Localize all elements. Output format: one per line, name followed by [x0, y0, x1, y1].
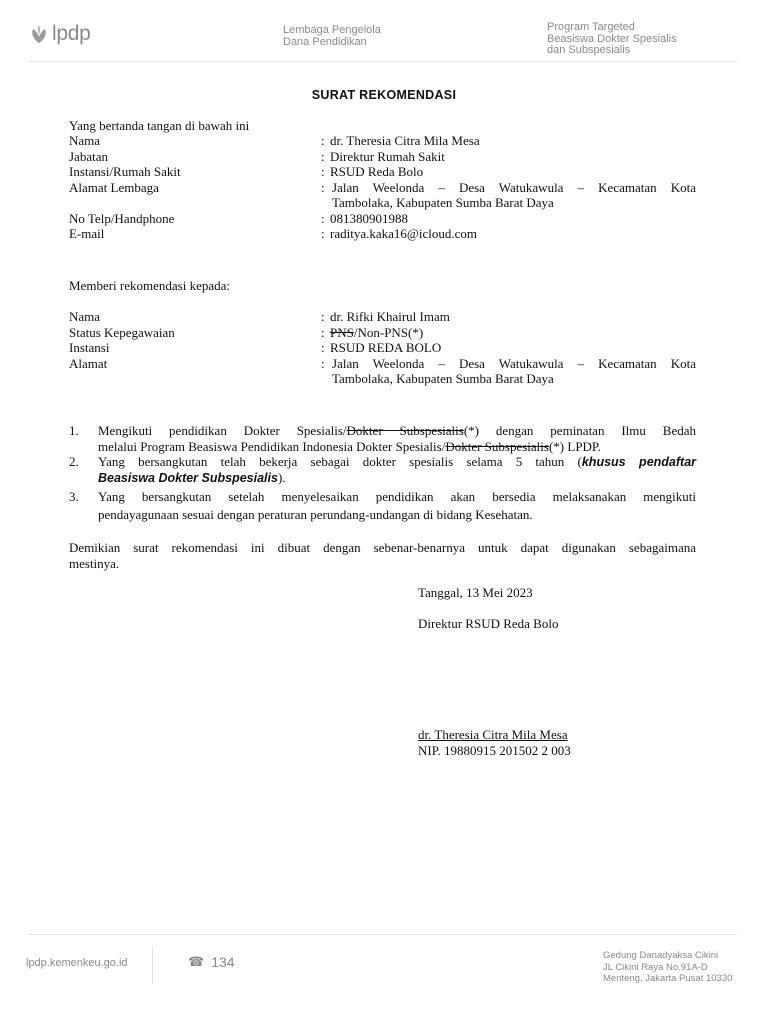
address-line-2: JL Cikini Raya No.91A-D — [603, 961, 708, 973]
candidate-name-row: Nama : dr. Rifki Khairul Imam — [69, 309, 450, 324]
phone-number: 134 — [211, 954, 235, 970]
office-address — [603, 950, 768, 985]
org-line-2: Dana Pendidikan — [283, 36, 367, 48]
intro-text: Yang bertanda tangan di bawah ini — [69, 118, 250, 133]
footer-divider — [29, 934, 738, 935]
field-value: Direktur Rumah Sakit — [330, 148, 445, 164]
phone-icon: ☎ — [188, 954, 205, 969]
field-value: dr. Theresia Citra Mila Mesa — [330, 133, 480, 148]
emphasis-text: khusus pendaftar — [581, 455, 697, 469]
lpdp-logo — [29, 22, 91, 46]
phone-contact — [188, 954, 235, 970]
signer-email-row: E-mail : raditya.kaka16@icloud.com — [69, 226, 477, 241]
candidate-status-row: Status Kepegawaian : PNS/Non-PNS(*) — [69, 324, 424, 340]
program-line-3: dan Subspesialis — [547, 44, 631, 56]
signer-address-line-1: Jalan Weelonda – Desa Watukawula – Kecamatan Kota — [332, 179, 696, 195]
program-line-1: Program Targeted — [547, 21, 635, 33]
letter-title: SURAT REKOMENDASI — [311, 88, 457, 102]
program-line-2: Beasiswa Dokter Spesialis — [547, 32, 677, 45]
signer-phone-row: No Telp/Handphone : 081380901988 — [69, 210, 408, 226]
field-label: Alamat Lembaga — [69, 179, 159, 195]
item-number: 3. — [69, 489, 79, 504]
candidate-address-line-1: Jalan Weelonda – Desa Watukawula – Kecamatan Kota — [332, 355, 696, 371]
signer-nip: NIP. 19880915 201502 2 003 — [418, 742, 571, 758]
program-name — [547, 22, 677, 57]
leaf-logo-icon — [29, 23, 49, 45]
org-name — [283, 24, 381, 48]
struck-option: PNS — [330, 324, 354, 340]
item-2-line-2: Beasiswa Dokter Subspesialis). — [98, 470, 286, 485]
website-link[interactable]: lpdp.kemenkeu.go.id — [26, 957, 128, 969]
footer-separator — [152, 946, 153, 984]
candidate-address-row: Alamat : — [69, 355, 325, 371]
signer-title: Direktur RSUD Reda Bolo — [418, 616, 559, 631]
field-label: Instansi/Rumah Sakit — [69, 164, 181, 179]
signer-name-row: Nama : dr. Theresia Citra Mila Mesa — [69, 133, 480, 148]
emphasis-text: Beasiswa Dokter Subspesialis — [98, 471, 278, 485]
field-value: RSUD Reda Bolo — [330, 164, 424, 179]
field-value: 081380901988 — [330, 210, 408, 226]
field-label: Jabatan — [69, 148, 108, 164]
address-line-1: Gedung Danadyaksa Cikini — [603, 950, 719, 961]
status-option: /Non-PNS(*) — [353, 324, 424, 340]
field-label: Nama — [69, 309, 101, 324]
field-value: raditya.kaka16@icloud.com — [330, 226, 477, 241]
signer-address-line-2: Tambolaka, Kabupaten Sumba Barat Daya — [332, 195, 554, 210]
signer-position-row: Jabatan : Direktur Rumah Sakit — [69, 148, 445, 164]
item-number: 1. — [69, 423, 79, 438]
item-1-line-1: Mengikuti pendidikan Dokter Spesialis/Dokter Subspesialis(*) dengan peminatan Ilmu Bedah — [98, 423, 696, 438]
signer-name: dr. Theresia Citra Mila Mesa — [418, 727, 568, 742]
candidate-address-line-2: Tambolaka, Kabupaten Sumba Barat Daya — [332, 371, 554, 386]
field-label: No Telp/Handphone — [69, 210, 175, 226]
field-value: RSUD REDA BOLO — [330, 340, 442, 355]
item-1-line-2: melalui Program Beasiswa Pendidikan Indonesia Dokter Spesialis/Dokter Subspesialis(*) LPDP. — [98, 438, 601, 454]
field-label: Status Kepegawaian — [69, 324, 175, 340]
field-label: E-mail — [69, 226, 105, 241]
org-line-1: Lembaga Pengelola — [283, 24, 381, 36]
candidate-institution-row: Instansi : RSUD REDA BOLO — [69, 340, 442, 355]
item-3-line-2: pendayagunaan sesuai dengan peraturan perundang-undangan di bidang Kesehatan. — [98, 507, 533, 522]
signer-address-row: Alamat Lembaga : — [69, 179, 325, 195]
field-label: Nama — [69, 133, 101, 148]
item-3-line-1: Yang bersangkutan setelah menyelesaikan pendidikan akan bersedia melaksanakan mengikuti — [98, 489, 696, 504]
struck-option: Dokter Subspesialis — [445, 438, 549, 454]
letter-date: Tanggal, 13 Mei 2023 — [418, 585, 533, 600]
field-value: dr. Rifki Khairul Imam — [330, 309, 450, 324]
closing-line-1: Demikian surat rekomendasi ini dibuat dengan sebenar-benarnya untuk dapat digunakan sebagaimana — [69, 540, 696, 555]
closing-line-2: mestinya. — [69, 555, 120, 571]
field-label: Instansi — [69, 340, 110, 355]
recommend-intro: Memberi rekomendasi kepada: — [69, 278, 230, 293]
address-line-3: Menteng, Jakarta Pusat 10330 — [603, 973, 733, 984]
item-2-line-1: Yang bersangkutan telah bekerja sebagai dokter spesialis selama 5 tahun (khusus pendaftar — [98, 454, 697, 469]
item-number: 2. — [69, 454, 79, 469]
struck-option: Dokter Subspesialis — [346, 423, 464, 438]
logo-text: lpdp — [52, 22, 91, 45]
signer-institution-row: Instansi/Rumah Sakit : RSUD Reda Bolo — [69, 164, 424, 179]
field-value — [330, 325, 423, 341]
header-divider — [29, 61, 738, 62]
field-label: Alamat — [69, 355, 108, 371]
